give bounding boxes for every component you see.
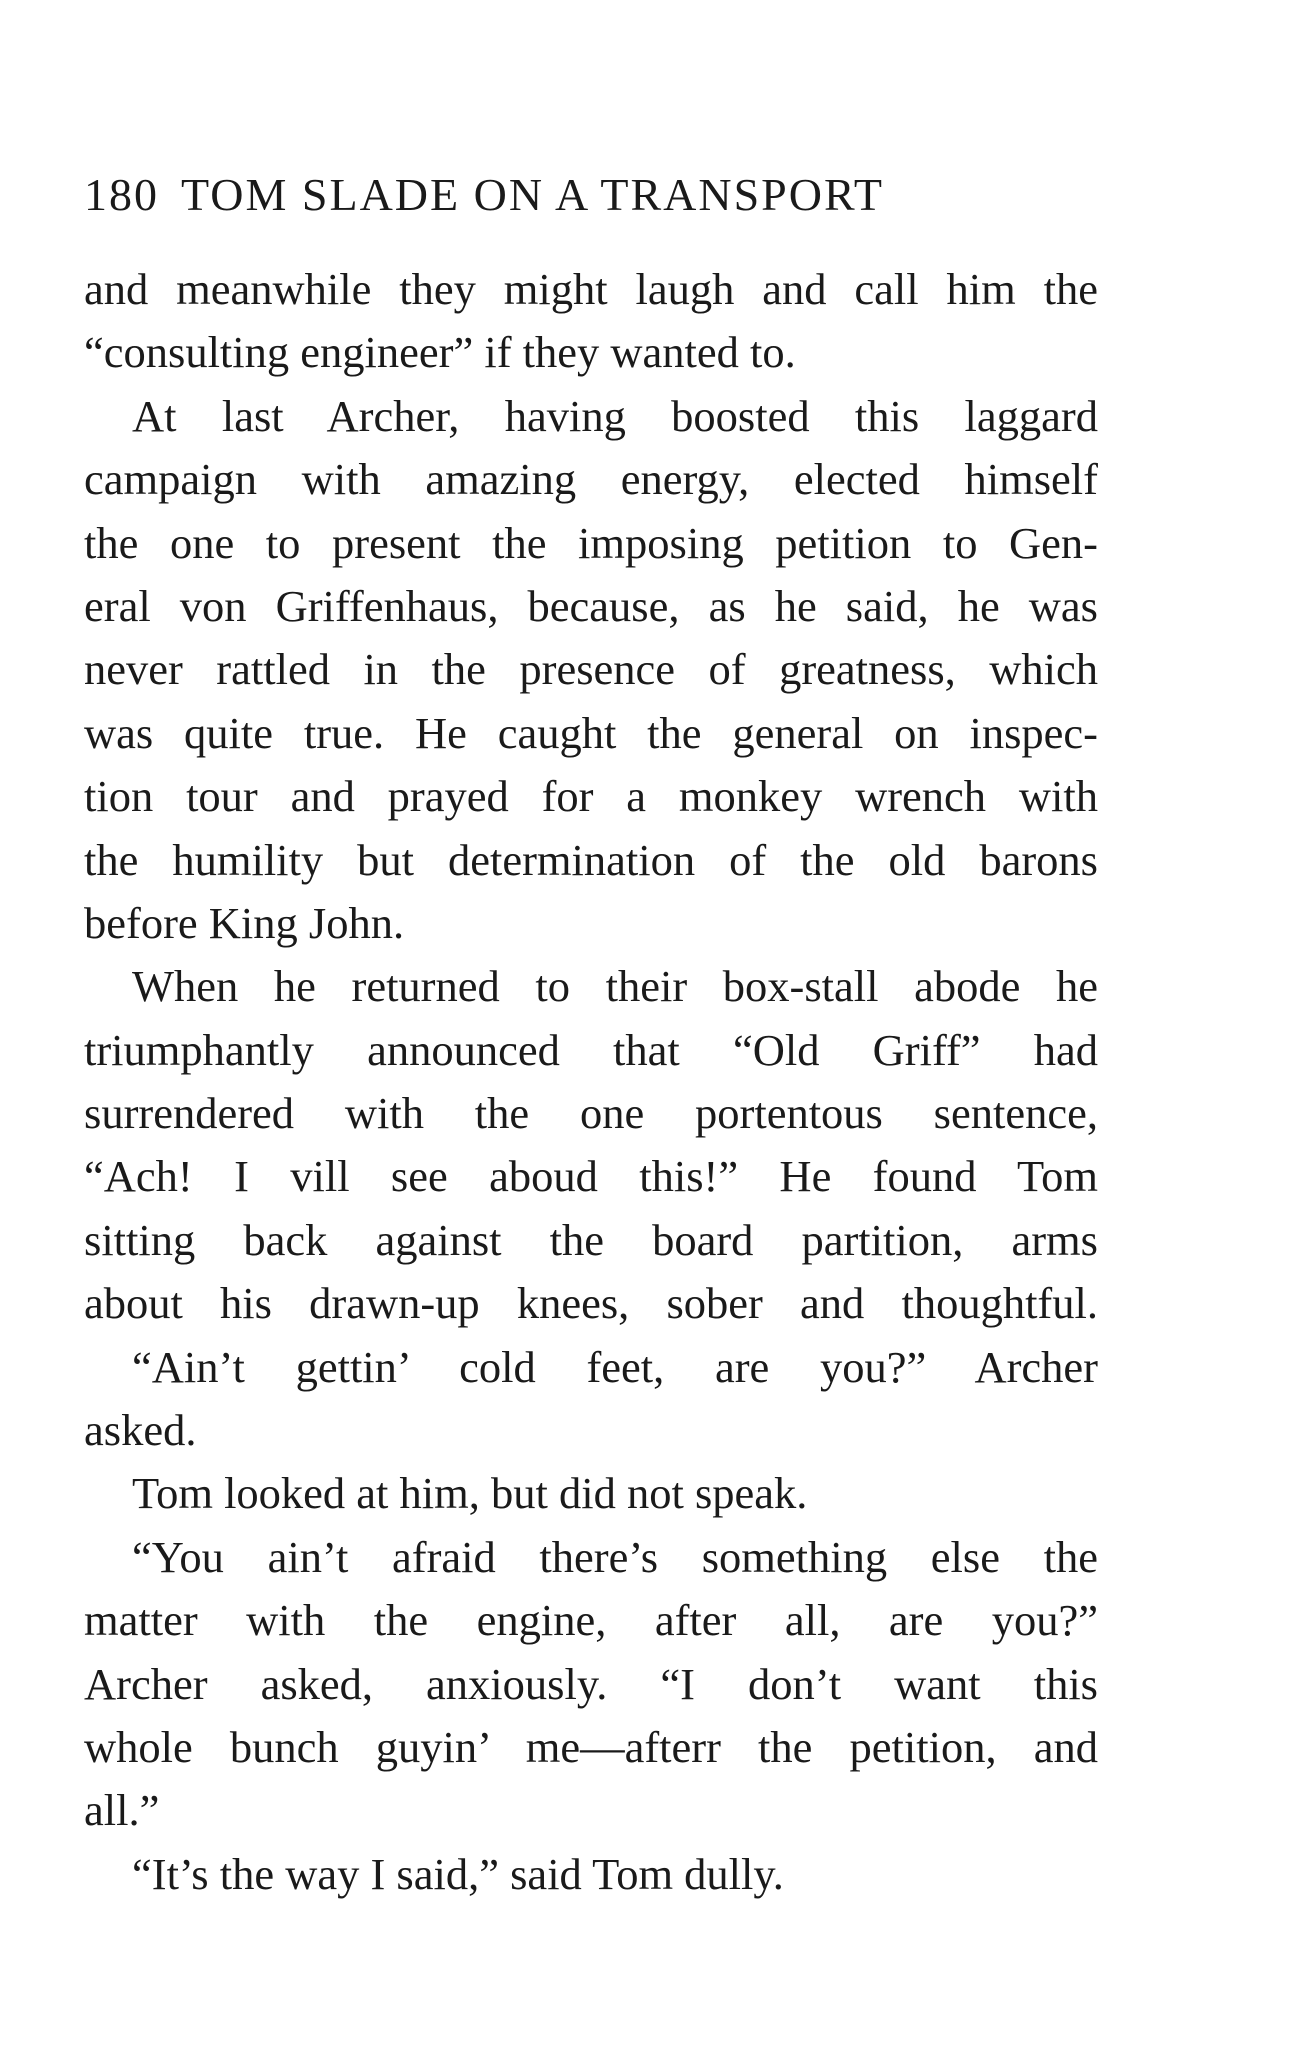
text-line: asked. [84, 1405, 197, 1456]
text-line: sitting back against the board partition, arms [84, 1214, 1098, 1265]
running-header [84, 168, 1104, 221]
text-line: never rattled in the presence of greatness, which [84, 644, 1098, 695]
text-line: When he returned to their box-stall abode he [132, 961, 1098, 1012]
text-line: before King John. [84, 897, 405, 948]
text-line: surrendered with the one portentous sentence, [84, 1088, 1098, 1139]
book-title: TOM SLADE ON A TRANSPORT [181, 169, 884, 220]
text-line: eral von Griffenhaus, because, as he said, he was [84, 580, 1098, 631]
text-line: Tom looked at him, but did not speak. [132, 1468, 808, 1519]
text-line: “You ain’t afraid there’s something else the [132, 1531, 1098, 1582]
text-line: “Ach! I vill see aboud this!” He found Tom [84, 1151, 1098, 1202]
text-line: whole bunch guyin’ me—afterr the petition, and [84, 1721, 1098, 1772]
body-text [84, 258, 1098, 1906]
text-line: all.” [84, 1785, 160, 1836]
text-line: matter with the engine, after all, are you?” [84, 1595, 1098, 1646]
text-line: Archer asked, anxiously. “I don’t want this [84, 1658, 1098, 1709]
text-line: and meanwhile they might laugh and call him the [84, 264, 1098, 314]
text-line: “Ain’t gettin’ cold feet, are you?” Archer [132, 1341, 1098, 1392]
text-line: the humility but determination of the old barons [84, 834, 1098, 885]
text-line: At last Archer, having boosted this laggard [132, 390, 1098, 441]
text-line: “It’s the way I said,” said Tom dully. [132, 1848, 784, 1899]
text-line: the one to present the imposing petition to Gen- [84, 517, 1098, 568]
text-line: was quite true. He caught the general on inspec- [84, 707, 1098, 758]
page-number: 180 [84, 169, 159, 220]
text-line: tion tour and prayed for a monkey wrench with [84, 771, 1098, 822]
text-line: triumphantly announced that “Old Griff” had [84, 1024, 1098, 1075]
text-line: “consulting engineer” if they wanted to. [84, 327, 796, 378]
text-line: campaign with amazing energy, elected himself [84, 454, 1098, 505]
text-line: about his drawn-up knees, sober and thoughtful. [84, 1278, 1098, 1329]
